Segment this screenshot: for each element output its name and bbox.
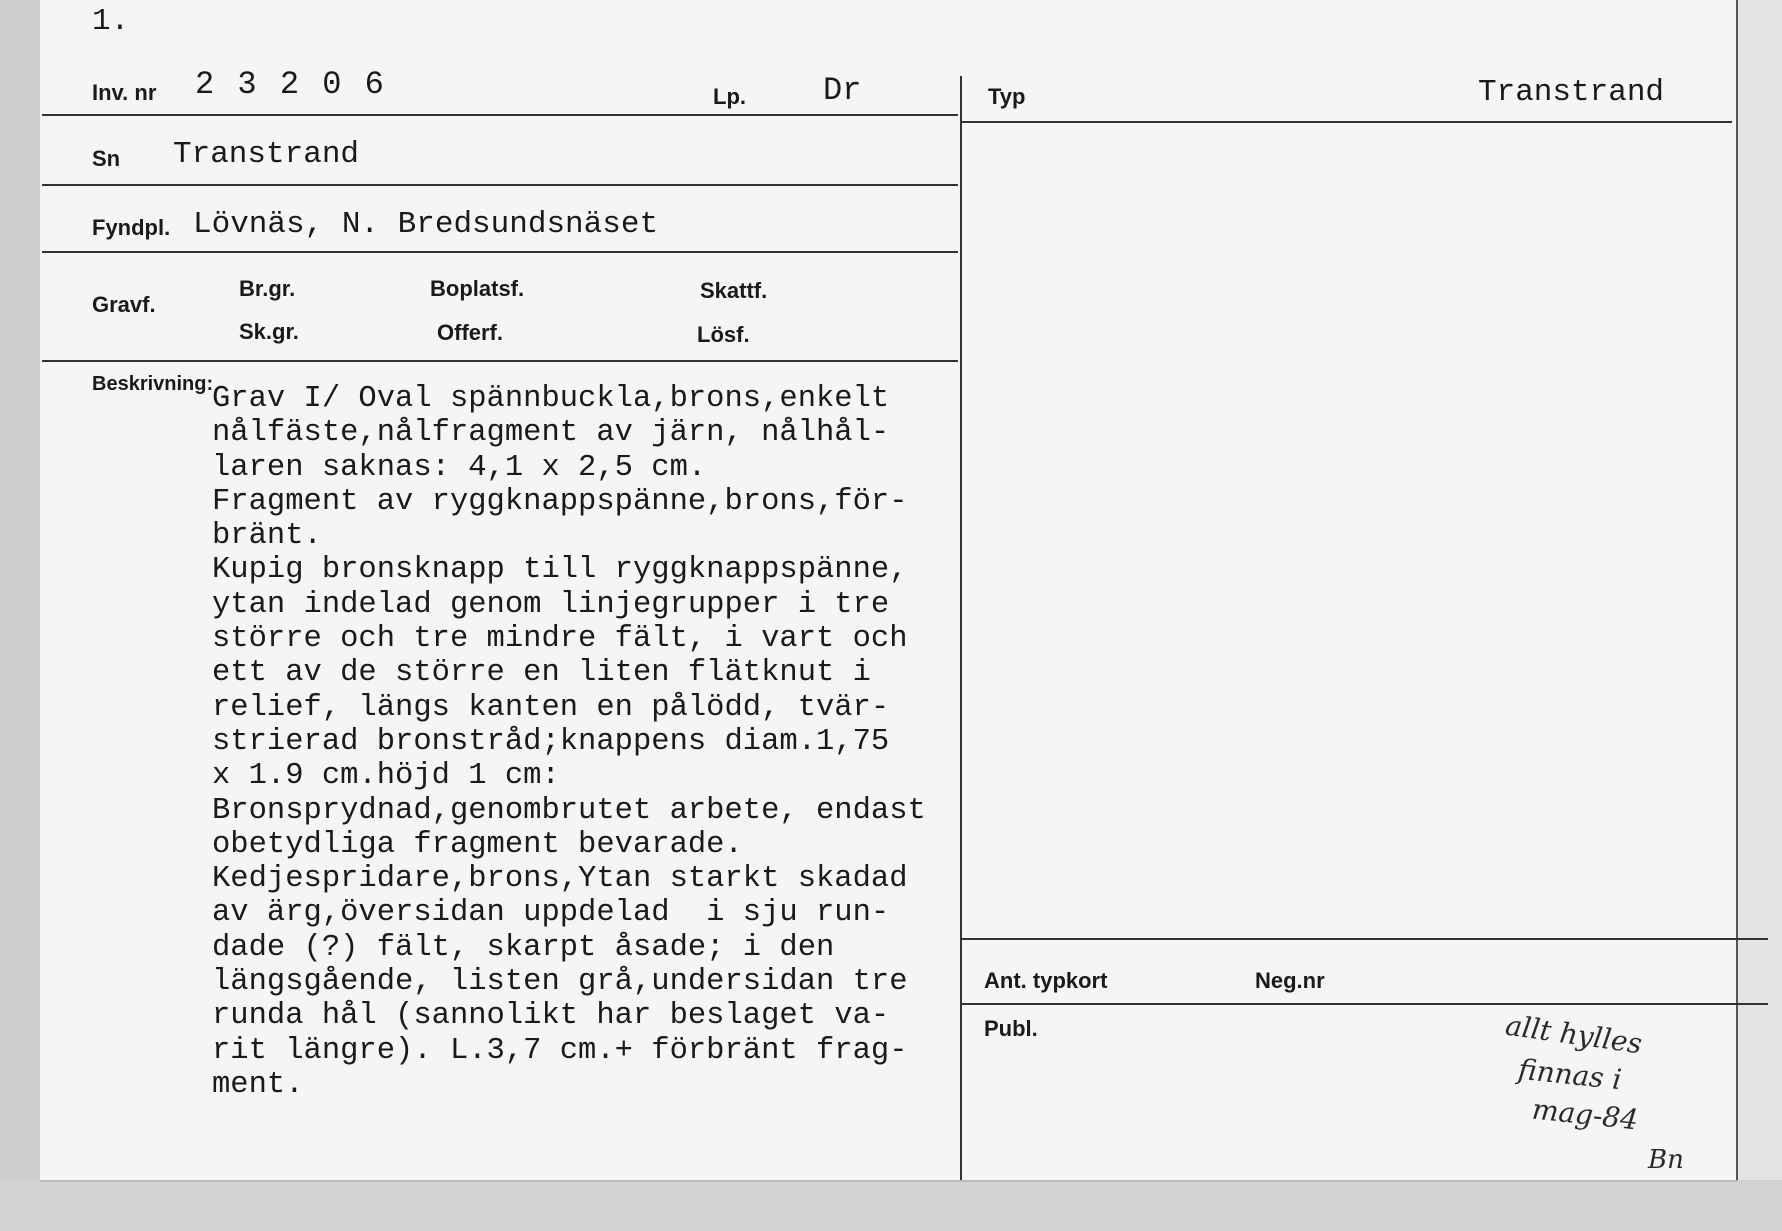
description-line: dade (?) fält, skarpt åsade; i den [212, 930, 835, 965]
description-line: ment. [212, 1067, 304, 1102]
description-line: strierad bronstråd;knappens diam.1,75 [212, 724, 890, 759]
scan-edge-right [1736, 0, 1782, 1231]
fyndpl-label: Fyndpl. [92, 215, 171, 240]
lp-label: Lp. [713, 84, 746, 109]
rule-header [42, 114, 958, 116]
description-line: Bronsprydnad,genombrutet arbete, endast [212, 793, 926, 828]
description-line: Fragment av ryggknappspänne,brons,för- [212, 484, 908, 519]
handwritten-note-line: mag-84 [1530, 1092, 1640, 1137]
description-line: av ärg,översidan uppdelad i sju run- [212, 896, 890, 931]
inv-label: Inv. nr [92, 80, 157, 105]
description-line: nålfäste,nålfragment av järn, nålhål- [212, 416, 890, 451]
ant-typkort-label: Ant. typkort [984, 968, 1108, 993]
scan-edge-bottom [0, 1180, 1782, 1231]
description-text [212, 382, 926, 1102]
rule-sn [42, 184, 958, 186]
fyndpl-value: Lövnäs, N. Bredsundsnäset [193, 207, 659, 242]
description-line: relief, längs kanten en pålödd, tvär- [212, 690, 890, 725]
offerf-label: Offerf. [437, 320, 503, 345]
beskrivning-label: Beskrivning: [92, 373, 214, 395]
gravf-label: Gravf. [92, 292, 156, 317]
rule-typkort-top [960, 938, 1768, 940]
description-line: Grav I/ Oval spännbuckla,brons,enkelt [212, 382, 890, 416]
rule-typkort-bottom [960, 1003, 1768, 1005]
rule-category [42, 360, 958, 362]
losf-label: Lösf. [697, 322, 750, 347]
description-line: Kedjespridare,brons,Ytan starkt skadad [212, 862, 908, 897]
rule-typ [960, 121, 1732, 123]
sn-value: Transtrand [173, 137, 360, 172]
description-line: bränt. [212, 519, 322, 554]
description-line: runda hål (sannolikt har beslaget va- [212, 999, 890, 1034]
description-line: större och tre mindre fält, i vart och [212, 622, 908, 657]
handwritten-note-line: allt hylles [1503, 1008, 1645, 1061]
boplatsf-label: Boplatsf. [430, 276, 525, 301]
lp-value: Dr [823, 72, 862, 109]
rule-fyndpl [42, 251, 958, 253]
catalog-card [40, 0, 1738, 1180]
description-line: rit längre). L.3,7 cm.+ förbränt frag- [212, 1033, 908, 1068]
skattf-label: Skattf. [700, 278, 768, 303]
description-line: laren saknas: 4,1 x 2,5 cm. [212, 450, 707, 485]
inv-number: 2 3 2 0 6 [195, 66, 386, 103]
sn-label: Sn [92, 146, 121, 171]
scan-edge-left [0, 0, 40, 1231]
handwritten-initials: Bn [1648, 1145, 1684, 1175]
description-line: ett av de större en liten flätknut i [212, 656, 871, 691]
neg-nr-label: Neg.nr [1255, 968, 1325, 993]
brgr-label: Br.gr. [239, 276, 296, 301]
description-line: ytan indelad genom linjegrupper i tre [212, 587, 890, 622]
skgr-label: Sk.gr. [239, 319, 299, 344]
column-divider [960, 76, 962, 1180]
description-line: längsgående, listen grå,undersidan tre [212, 965, 908, 1000]
typ-label: Typ [988, 84, 1026, 109]
description-line: Kupig bronsknapp till ryggknappspänne, [212, 553, 908, 588]
publ-label: Publ. [984, 1016, 1038, 1041]
description-line: obetydliga fragment bevarade. [212, 827, 743, 862]
card-number: 1. [92, 4, 130, 39]
typ-value: Transtrand [1478, 75, 1665, 110]
description-line: x 1.9 cm.höjd 1 cm: [212, 759, 560, 794]
handwritten-note-line: finnas i [1516, 1052, 1624, 1097]
